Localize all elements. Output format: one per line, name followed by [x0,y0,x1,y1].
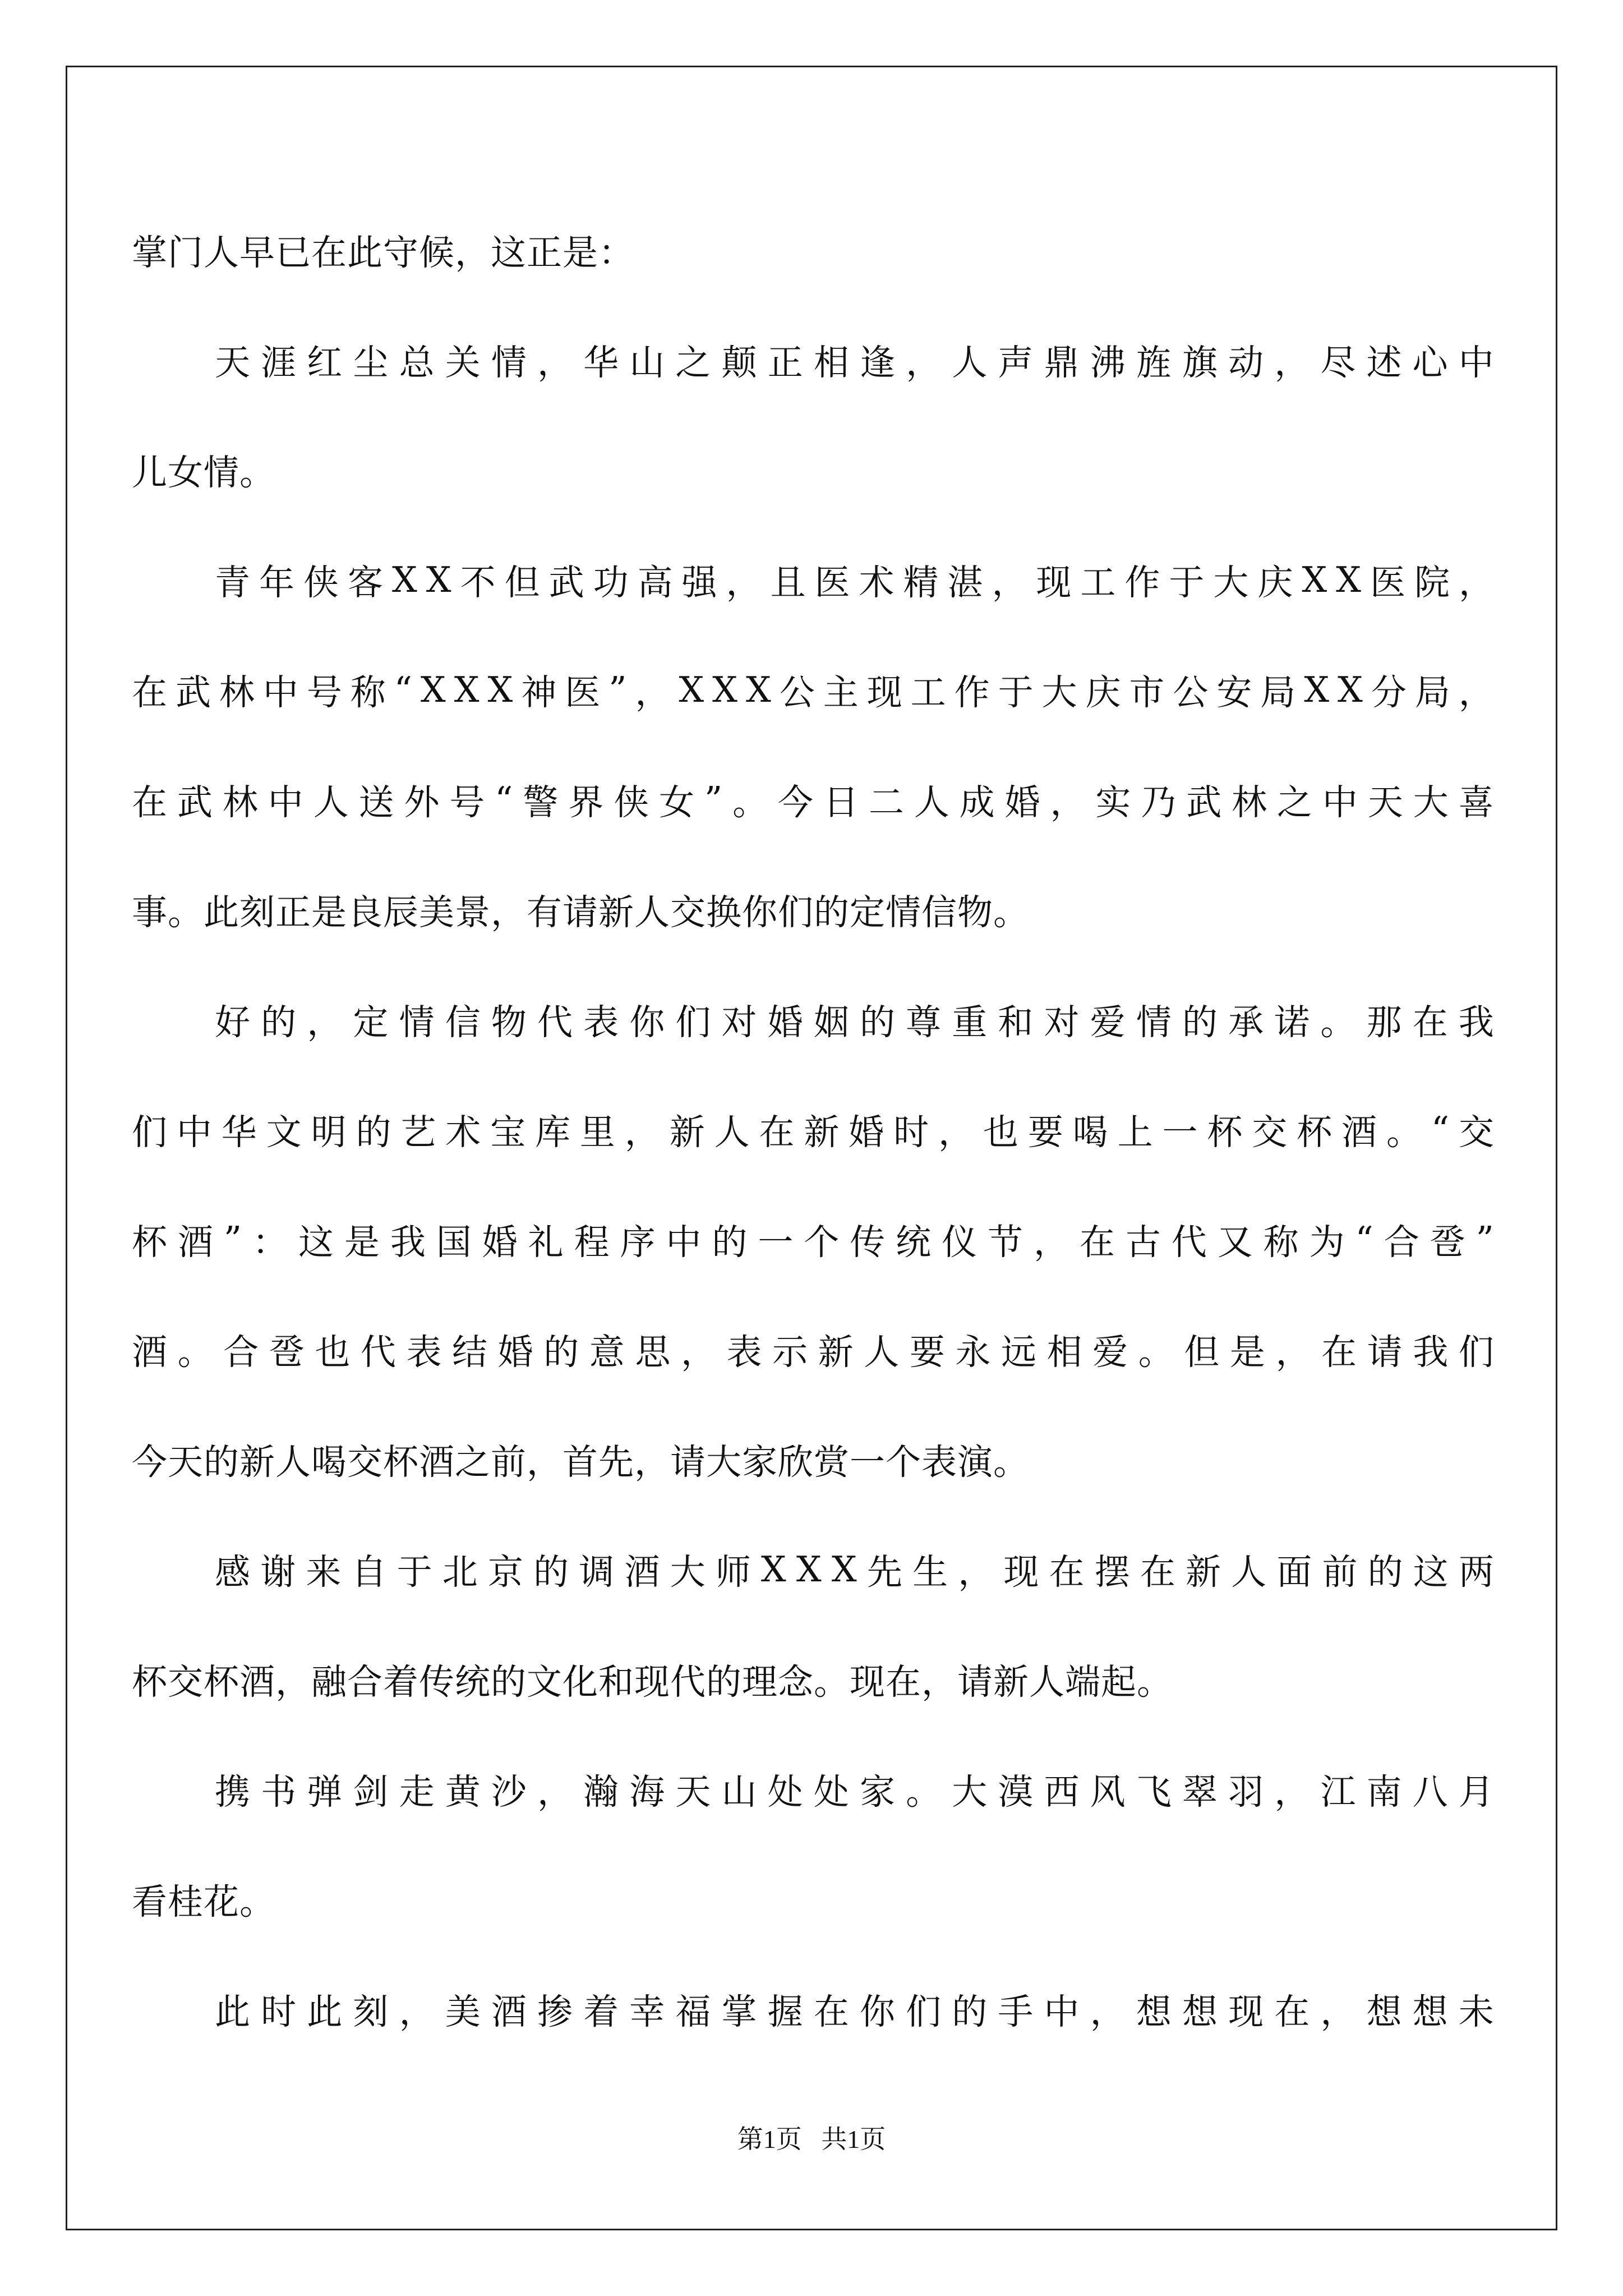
text-line: 掌门人早已在此守候，这正是： [132,232,634,273]
text-line: 酒 。 合 卺 也 代 表 结 婚 的 意 思 ， 表 示 新 人 要 永 远 相 爱 。 但 是 ， 在 请 我 们 [132,1331,1495,1373]
text-line: 携 书 弹 剑 走 黄 沙 ， 瀚 海 天 山 处 处 家 。 大 漠 西 风 飞 翠 羽 ， 江 南 八 月 [215,1771,1495,1812]
page-footer: 第1页 共1页 [737,2125,886,2154]
text-line: 天 涯 红 尘 总 关 情 ， 华 山 之 颠 正 相 逢 ， 人 声 鼎 沸 旌 旗 动 ， 尽 述 心 中 [215,342,1495,383]
document-body [132,195,1495,2064]
text-line: 感 谢 来 自 于 北 京 的 调 酒 大 师 X X X 先 生 ， 现 在 摆 在 新 人 面 前 的 这 两 [215,1548,1495,1593]
text-line: 好 的 ， 定 情 信 物 代 表 你 们 对 婚 姻 的 尊 重 和 对 爱 情 的 承 诺 。 那 在 我 [215,1001,1495,1043]
text-line: 此 时 此 刻 ， 美 酒 掺 着 幸 福 掌 握 在 你 们 的 手 中 ， 想 想 现 在 ， 想 想 未 [215,1991,1495,2032]
text-line: 今天的新人喝交杯酒之前，首先，请大家欣赏一个表演。 [132,1441,1029,1483]
text-line: 看桂花。 [132,1881,275,1922]
text-line: 在 武 林 中 人 送 外 号 “ 警 界 侠 女 ” 。 今 日 二 人 成 婚 ， 实 乃 武 林 之 中 天 大 喜 [132,779,1495,823]
text-line: 事。此刻正是良辰美景，有请新人交换你们的定情信物。 [132,891,1029,933]
text-line: 杯 酒 ” ： 这 是 我 国 婚 礼 程 序 中 的 一 个 传 统 仪 节 ， 在 古 代 又 称 为 “ 合 卺 ” [132,1218,1495,1263]
text-line: 儿女情。 [132,452,275,493]
text-line: 们 中 华 文 明 的 艺 术 宝 库 里 ， 新 人 在 新 婚 时 ， 也 要 喝 上 一 杯 交 杯 酒 。 “ 交 [132,1108,1495,1153]
text-line: 青 年 侠 客 X X 不 但 武 功 高 强 ， 且 医 术 精 湛 ， 现 工 作 于 大 庆 X X 医 院 ， [215,559,1495,603]
text-line: 在 武 林 中 号 称 “ X X X 神 医 ” ， X X X 公 主 现 工 作 于 大 庆 市 公 安 局 X X 分 局 ， [132,669,1495,713]
text-line: 杯交杯酒，融合着传统的文化和现代的理念。现在，请新人端起。 [132,1661,1173,1703]
